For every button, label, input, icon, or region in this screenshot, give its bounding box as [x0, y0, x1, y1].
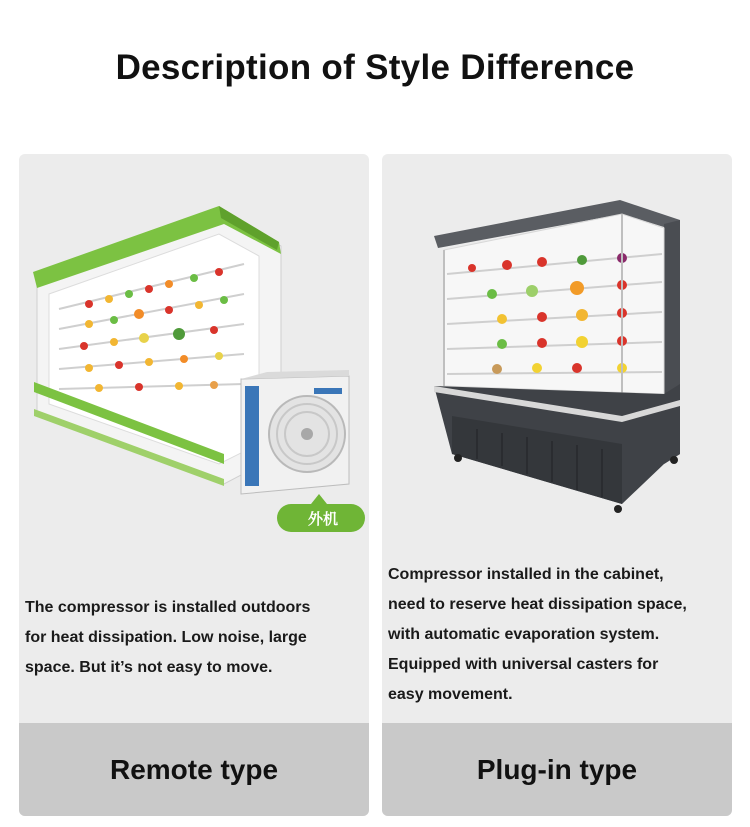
remote-type-card — [19, 154, 369, 816]
description-line: space. But it’s not easy to move. — [25, 659, 273, 676]
description-line: Compressor installed in the cabinet, — [388, 566, 664, 583]
description-line: Equipped with universal casters for — [388, 656, 659, 673]
remote-type-label: Remote type — [19, 723, 369, 816]
plugin-cabinet-image — [382, 154, 732, 554]
plugin-type-card — [382, 154, 732, 816]
remote-cabinet-image — [19, 154, 369, 554]
description-line: easy movement. — [388, 686, 513, 703]
plugin-type-label: Plug-in type — [382, 723, 732, 816]
remote-type-description — [25, 593, 365, 683]
description-line: with automatic evaporation system. — [388, 626, 660, 643]
description-line: need to reserve heat dissipation space, — [388, 596, 687, 613]
plugin-type-description — [388, 560, 728, 710]
outdoor-unit — [241, 370, 349, 494]
page-title: Description of Style Difference — [115, 48, 635, 87]
outdoor-unit-badge: 外机 — [307, 510, 339, 528]
description-line: for heat dissipation. Low noise, large — [25, 629, 307, 646]
description-line: The compressor is installed outdoors — [25, 599, 311, 616]
